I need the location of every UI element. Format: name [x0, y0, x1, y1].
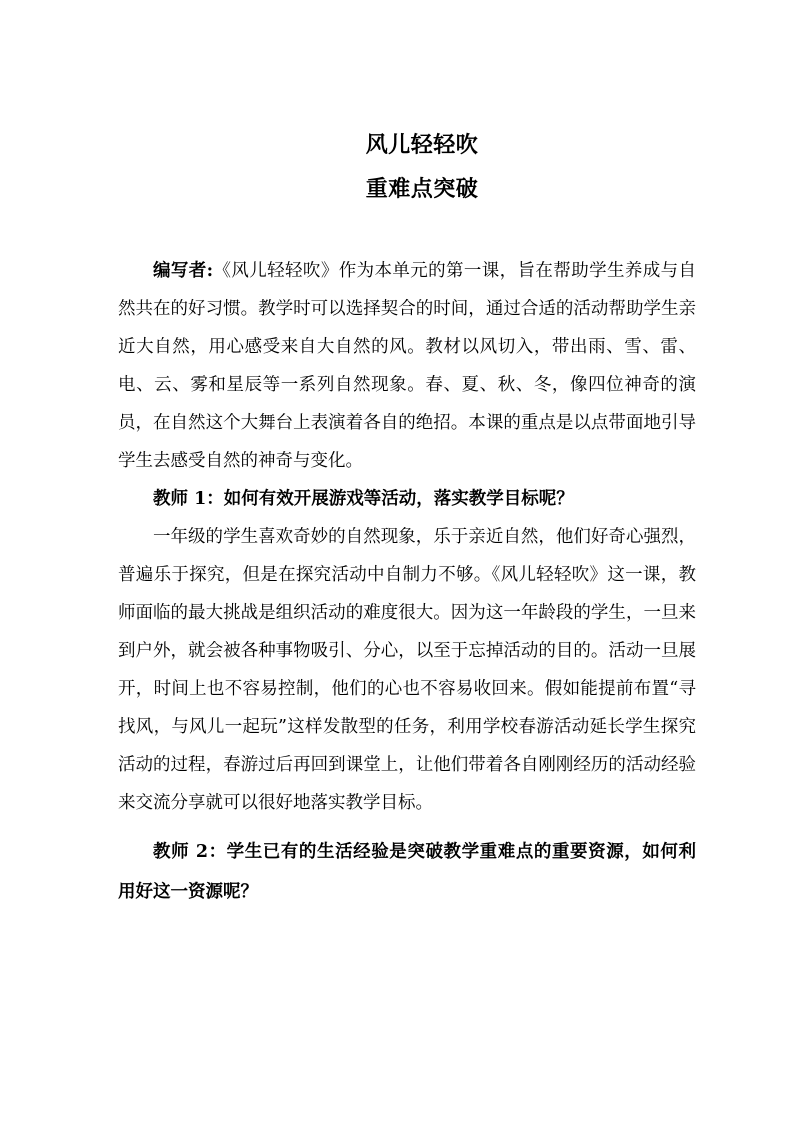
document-title: 风儿轻轻吹	[365, 132, 479, 158]
intro-text: 《风儿轻轻吹》作为本单元的第一课，旨在帮助学生养成与自然共在的好习惯。教学时可以选择契合的时间，通过合适的活动帮助学生亲近大自然，用心感受来自大自然的风。教材以风切入，带出雨、雪、雷、电、云、雾和星辰等一系列自然现象。春、夏、秋、冬，像四位神奇的演员，在自然这个大舞台上表演着各自的绝招。本课的重点是以点带面地引导学生去感受自然的神奇与变化。	[118, 261, 697, 471]
question-2: 教师 2：学生已有的生活经验是突破教学重难点的重要资源，如何利用好这一资源呢？	[118, 842, 696, 902]
author-label: 编写者:	[153, 261, 214, 281]
intro-paragraph	[118, 252, 696, 480]
document-body	[118, 252, 696, 912]
document-subtitle: 重难点突破	[365, 176, 479, 202]
answer-1: 一年级的学生喜欢奇妙的自然现象，乐于亲近自然，他们好奇心强烈，普遍乐于探究，但是在探究活动中自制力不够。《风儿轻轻吹》这一课，教师面临的最大挑战是组织活动的难度很大。因为这一年龄段的学生，一旦来到户外，就会被各种事物吸引、分心，以至于忘掉活动的目的。活动一旦展开，时间上也不容易控制，他们的心也不容易收回来。假如能提前布置“寻找风，与风儿一起玩”这样发散型的任务，利用学校春游活动延长学生探究活动的过程，春游过后再回到课堂上，让他们带着各自刚刚经历的活动经验来交流分享就可以很好地落实教学目标。	[118, 527, 696, 813]
question-1: 教师 1：如何有效开展游戏等活动，落实教学目标呢？	[153, 489, 574, 509]
